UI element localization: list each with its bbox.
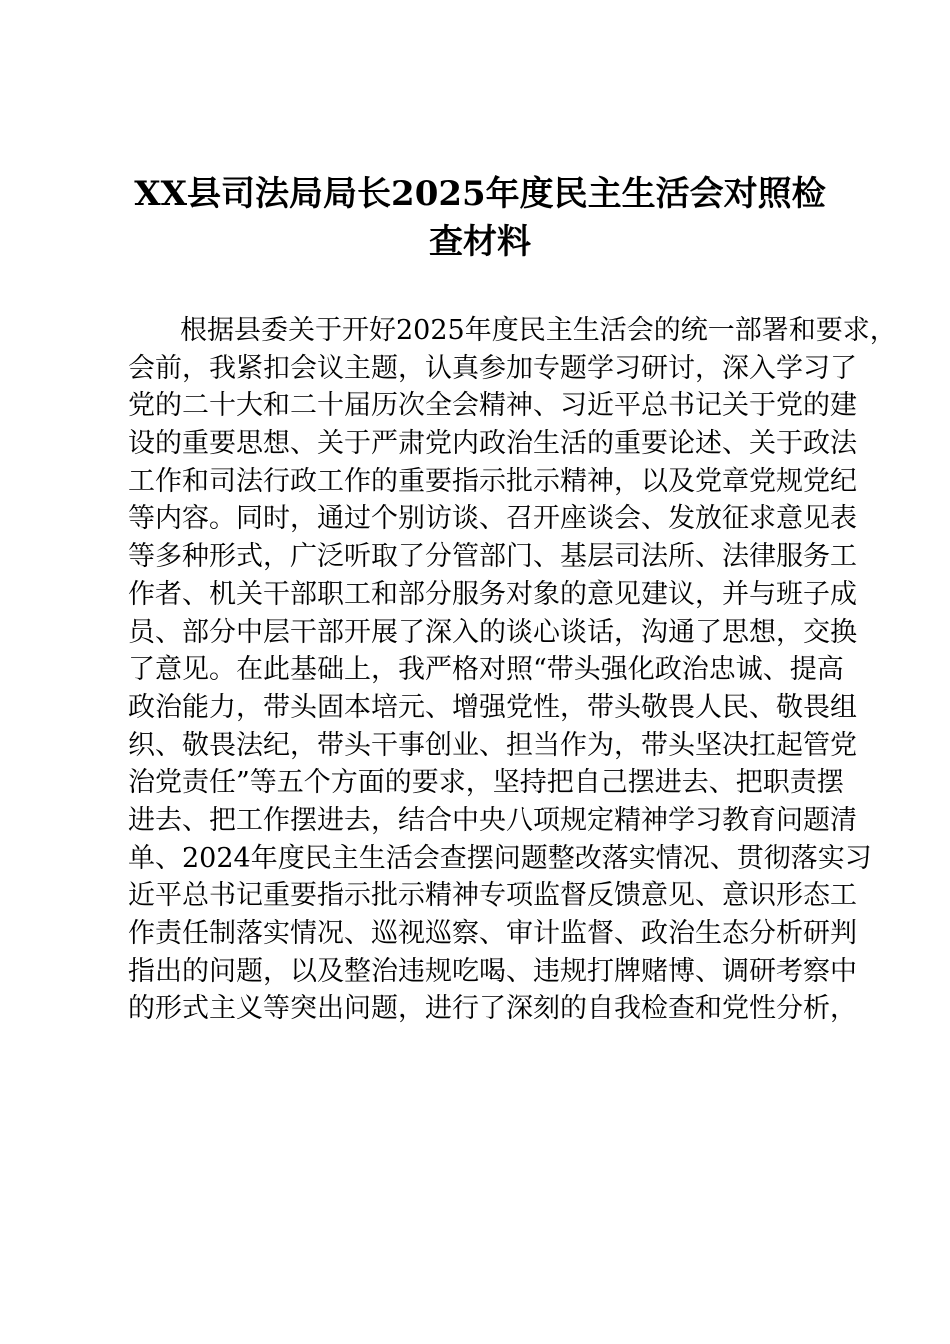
paragraph-line: 的形式主义等突出问题，进行了深刻的自我检查和党性分析，	[128, 993, 857, 1025]
paragraph-line: 进去、把工作摆进去，结合中央八项规定精神学习教育问题清	[128, 804, 857, 836]
paragraph-line: 单、2024年度民主生活会查摆问题整改落实情况、贯彻落实习	[128, 842, 872, 874]
paragraph-line: 会前，我紧扣会议主题，认真参加专题学习研讨，深入学习了	[128, 352, 857, 384]
paragraph-line: 根据县委关于开好2025年度民主生活会的统一部署和要求，	[180, 315, 897, 346]
paragraph-line: 设的重要思想、关于严肃党内政治生活的重要论述、关于政法	[128, 428, 857, 460]
paragraph-line: 工作和司法行政工作的重要指示批示精神，以及党章党规党纪	[128, 465, 857, 497]
paragraph-line: 近平总书记重要指示批示精神专项监督反馈意见、意识形态工	[128, 880, 857, 912]
title-line: XX县司法局局长2025年度民主生活会对照检	[134, 174, 826, 214]
document-title	[110, 170, 850, 266]
paragraph-line: 政治能力，带头固本培元、增强党性，带头敬畏人民、敬畏组	[128, 691, 857, 723]
paragraph-line: 等多种形式，广泛听取了分管部门、基层司法所、法律服务工	[128, 541, 857, 573]
paragraph-line: 治党责任”等五个方面的要求，坚持把自己摆进去、把职责摆	[128, 767, 844, 799]
paragraph-line: 织、敬畏法纪，带头干事创业、担当作为，带头坚决扛起管党	[128, 729, 857, 761]
paragraph-line: 作者、机关干部职工和部分服务对象的意见建议，并与班子成	[128, 578, 857, 610]
paragraph-line: 作责任制落实情况、巡视巡察、审计监督、政治生态分析研判	[128, 918, 857, 949]
body-paragraph	[128, 312, 897, 1028]
paragraph-line: 党的二十大和二十届历次全会精神、习近平总书记关于党的建	[128, 390, 857, 422]
paragraph-line: 等内容。同时，通过个别访谈、召开座谈会、发放征求意见表	[128, 503, 857, 535]
paragraph-line: 员、部分中层干部开展了深入的谈心谈话，沟通了思想，交换	[128, 616, 857, 648]
paragraph-line: 指出的问题，以及整治违规吃喝、违规打牌赌博、调研考察中	[128, 955, 857, 987]
paragraph-line: 了意见。在此基础上，我严格对照“带头强化政治忠诚、提高	[128, 654, 844, 686]
title-line: 查材料	[429, 222, 531, 262]
